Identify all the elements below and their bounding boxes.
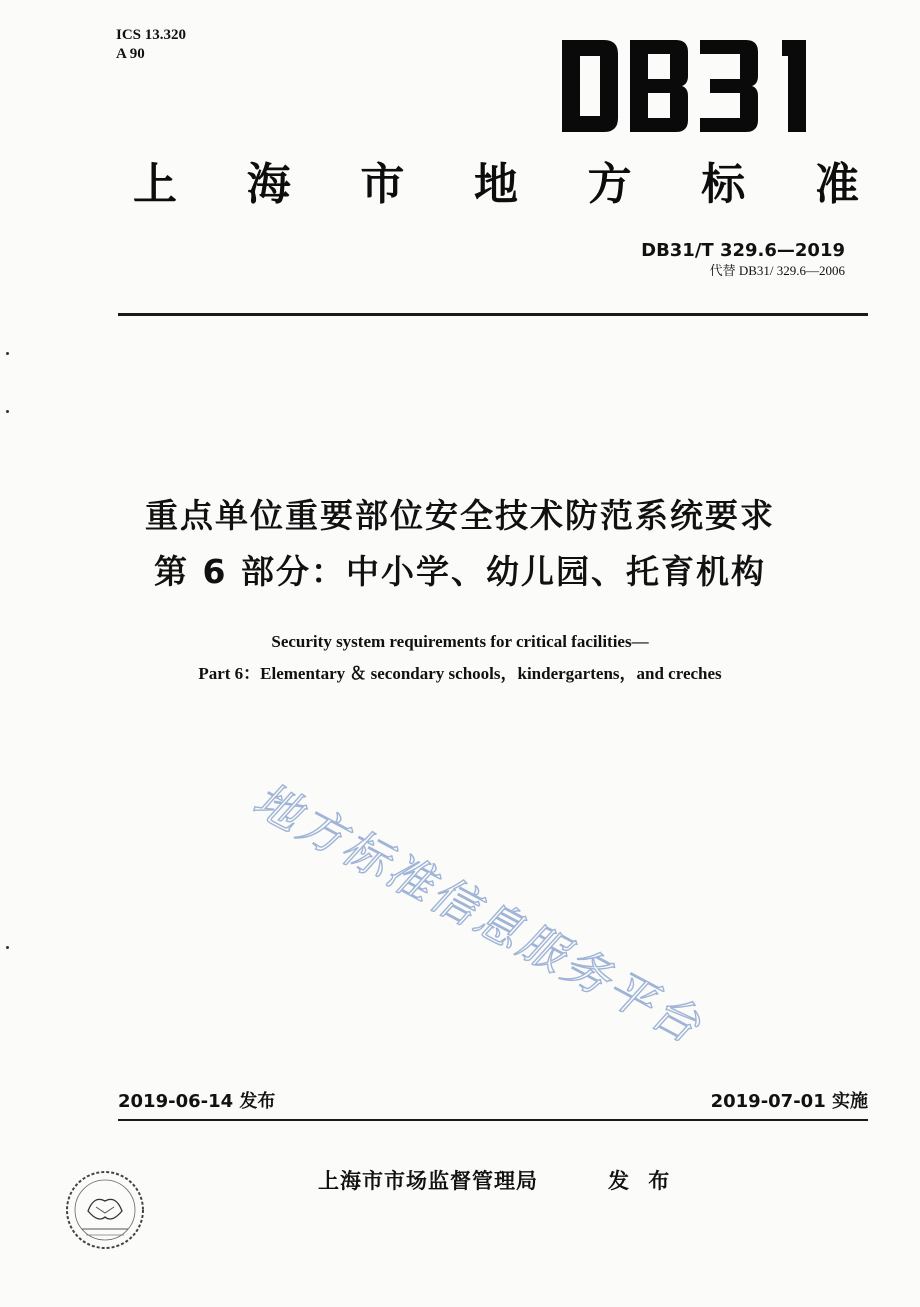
document-title-cn [0, 488, 920, 600]
banner-char: 海 [246, 159, 291, 210]
seal-stamp-icon [60, 1165, 150, 1255]
footer-divider [118, 1119, 868, 1121]
ics-code: ICS 13.320 [116, 27, 187, 43]
replaces-code: 代替 DB31/ 329.6—2006 [709, 263, 845, 278]
banner-char: 方 [587, 159, 632, 210]
banner-char: 地 [473, 159, 518, 210]
issue-date: 2019-06-14 发布 [118, 1091, 276, 1112]
classification-codes [116, 26, 186, 64]
banner-char: 市 [360, 159, 405, 210]
title-en-line2: Part 6：Elementary ＆ secondary schools，kindergartens，and creches [198, 664, 722, 683]
standard-code-block [641, 240, 845, 279]
title-en-line1: Security system requirements for critical facilities— [271, 632, 649, 651]
scan-mark [6, 946, 9, 949]
watermark-text: 地方标准信息服务平台 [244, 772, 712, 1055]
watermark [230, 770, 750, 1070]
publish-label: 发 布 [608, 1169, 676, 1193]
title-cn-line2: 第 6 部分：中小学、幼儿园、托育机构 [154, 552, 766, 591]
ccs-code: A 90 [116, 46, 145, 62]
standard-code: DB31/T 329.6—2019 [641, 240, 845, 261]
implementation-date: 2019-07-01 实施 [710, 1091, 868, 1112]
banner-char: 标 [701, 159, 746, 210]
title-cn-line1: 重点单位重要部位安全技术防范系统要求 [145, 496, 775, 535]
banner-char: 准 [814, 159, 859, 210]
header-divider [118, 313, 868, 316]
scan-mark [6, 352, 9, 355]
document-title-en [0, 626, 920, 690]
db31-logo [560, 38, 822, 134]
standard-type-banner [133, 160, 859, 210]
scan-mark [6, 410, 9, 413]
publisher-name: 上海市市场监督管理局 [318, 1169, 538, 1193]
banner-char: 上 [133, 159, 177, 210]
